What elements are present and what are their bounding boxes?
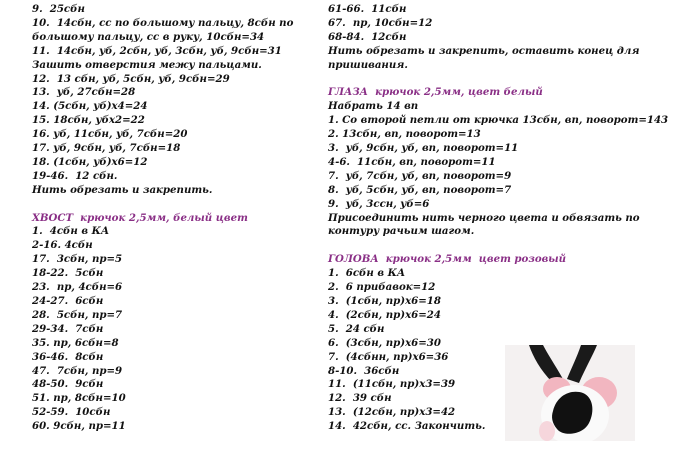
instruction-line: 7. (4сбнн, пр)х6=36 bbox=[328, 350, 449, 363]
instruction-line: 12. 13 сбн, уб, 5сбн, уб, 9сбн=29 bbox=[32, 72, 230, 85]
instruction-line: 6. (3сбн, пр)х6=30 bbox=[328, 336, 441, 349]
toy-photo bbox=[505, 345, 635, 441]
instruction-line: 4. (2сбн, пр)х6=24 bbox=[328, 308, 441, 321]
instruction-line: 67. пр, 10сбн=12 bbox=[328, 16, 433, 29]
instruction-line: 14. (5сбн, уб)х4=24 bbox=[32, 100, 148, 113]
instruction-line: 11. 14сбн, уб, 2сбн, уб, 3сбн, уб, 9сбн=31 bbox=[32, 44, 282, 57]
instruction-line: 12. 39 сбн bbox=[328, 392, 392, 405]
instruction-line: 61-66. 11сбн bbox=[328, 3, 407, 15]
instruction-line: 1. 4сбн в КА bbox=[32, 225, 110, 238]
instruction-line: 17. уб, 9сбн, уб, 7сбн=18 bbox=[32, 142, 181, 155]
instruction-line: 14. 42сбн, сс. Закончить. bbox=[328, 420, 486, 433]
tail-heading: ХВОСТ крючок 2,5мм, белый цвет bbox=[32, 211, 248, 224]
instruction-line: 15. 18сбн, убх2=22 bbox=[32, 114, 145, 127]
instruction-line: 16. уб, 11сбн, уб, 7сбн=20 bbox=[32, 128, 188, 141]
instruction-line: 9. уб, 3ссн, уб=6 bbox=[328, 197, 430, 210]
instruction-line: 28. 5сбн, пр=7 bbox=[32, 308, 123, 321]
instruction-line: 11. (11сбн, пр)х3=39 bbox=[328, 378, 456, 391]
instruction-line: 1. Со второй петли от крючка 13сбн, вп, поворот=143 bbox=[328, 114, 669, 127]
instruction-line: 35. пр, 6сбн=8 bbox=[32, 336, 119, 349]
right-top-instructions bbox=[328, 3, 673, 73]
instruction-line: 8-10. 36сбн bbox=[328, 364, 400, 377]
instruction-line: 8. уб, 5сбн, уб, вп, поворот=7 bbox=[328, 183, 512, 196]
eyes-heading: ГЛАЗА крючок 2,5мм, цвет белый bbox=[328, 86, 543, 99]
instruction-line: Набрать 14 вп bbox=[328, 100, 419, 113]
tail-instructions bbox=[32, 225, 304, 434]
instruction-line: Нить обрезать и закрепить, оставить конец для пришивания. bbox=[328, 44, 643, 71]
instruction-line: 3. уб, 9сбн, уб, вп, поворот=11 bbox=[328, 142, 519, 155]
instruction-line: 3. (1сбн, пр)х6=18 bbox=[328, 295, 441, 307]
instruction-line: 52-59. 10сбн bbox=[32, 406, 111, 419]
instruction-line: 47. 7сбн, пр=9 bbox=[32, 364, 123, 377]
left-instructions bbox=[32, 3, 304, 198]
instruction-line: 29-34. 7сбн bbox=[32, 322, 104, 335]
instruction-line: 4-6. 11сбн, вп, поворот=11 bbox=[328, 155, 496, 168]
left-column bbox=[32, 0, 304, 434]
instruction-line: 19-46. 12 сбн. bbox=[32, 169, 118, 182]
instruction-line: 18-22. 5сбн bbox=[32, 267, 104, 280]
instruction-line: 18. (1сбн, уб)х6=12 bbox=[32, 155, 148, 168]
instruction-line: 24-27. 6сбн bbox=[32, 295, 104, 308]
head-heading: ГОЛОВА крючок 2,5мм цвет розовый bbox=[328, 253, 567, 266]
instruction-line: 17. 3сбн, пр=5 bbox=[32, 253, 123, 266]
instruction-line: 1. 6сбн в КА bbox=[328, 267, 406, 280]
instruction-line: 5. 24 сбн bbox=[328, 322, 385, 335]
instruction-line: 36-46. 8сбн bbox=[32, 350, 104, 363]
instruction-line: 68-84. 12сбн bbox=[328, 30, 407, 43]
instruction-line: 48-50. 9сбн bbox=[32, 378, 104, 391]
instruction-line: 13. (12сбн, пр)х3=42 bbox=[328, 406, 456, 419]
instruction-line: 7. уб, 7сбн, уб, вп, поворот=9 bbox=[328, 169, 512, 182]
instruction-line: 13. уб, 27сбн=28 bbox=[32, 86, 136, 99]
instruction-line: 51. пр, 8сбн=10 bbox=[32, 392, 126, 405]
instruction-line: 60. 9сбн, пр=11 bbox=[32, 420, 126, 433]
instruction-line: Зашить отверстия межу пальцами. bbox=[32, 58, 262, 71]
instruction-line: 2. 13сбн, вп, поворот=13 bbox=[328, 128, 481, 141]
instruction-line: Присоединить нить черного цвета и обвязать по контуру рачьим шагом. bbox=[328, 211, 644, 238]
instruction-line: 10. 14сбн, сс по большому пальцу, 8сбн по большому пальцу, сс в руку, 10сбн=34 bbox=[32, 16, 297, 43]
instruction-line: Нить обрезать и закрепить. bbox=[32, 183, 213, 196]
crochet-toy-head-illustration bbox=[505, 345, 635, 441]
instruction-line: 9. 25сбн bbox=[32, 3, 85, 15]
eyes-instructions bbox=[328, 100, 673, 239]
instruction-line: 2. 6 прибавок=12 bbox=[328, 281, 436, 294]
instruction-line: 23. пр, 4сбн=6 bbox=[32, 281, 123, 294]
instruction-line: 2-16. 4сбн bbox=[32, 239, 93, 252]
